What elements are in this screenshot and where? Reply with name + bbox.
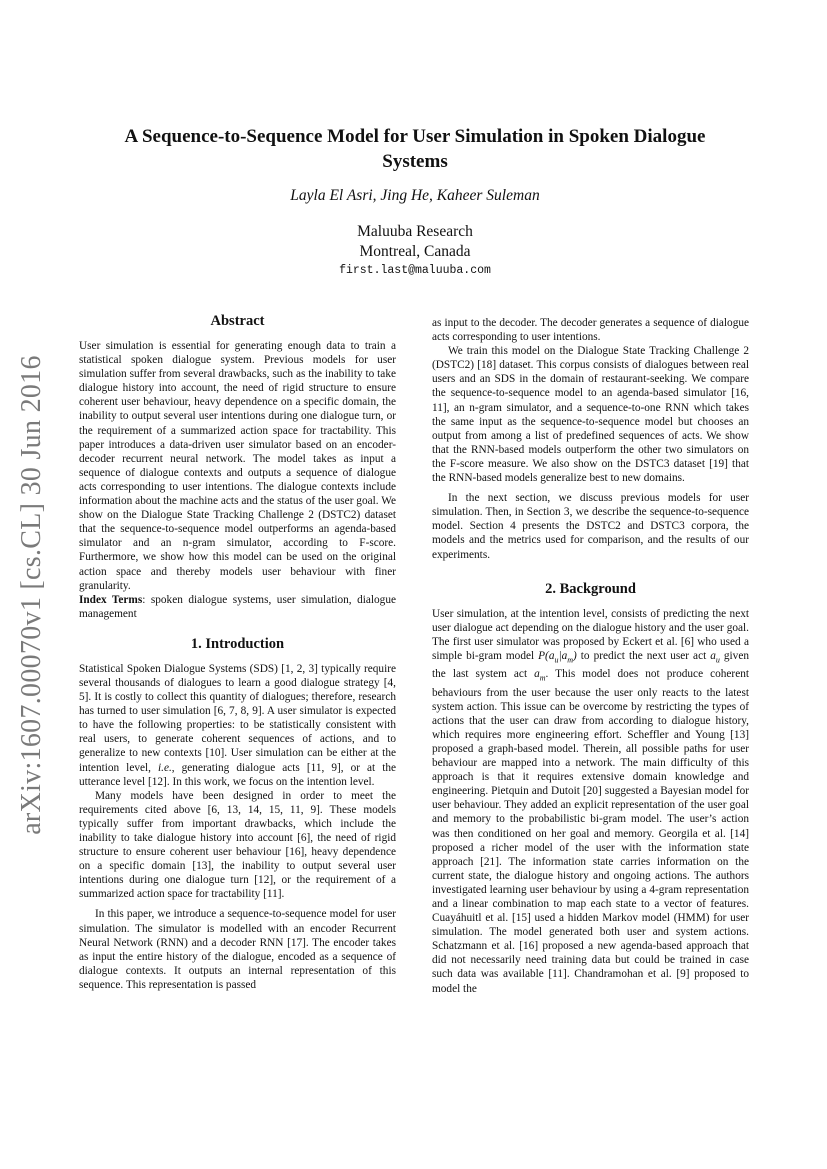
- user-act-symbol: $a_u$: [710, 649, 720, 665]
- intro-p1-text: Statistical Spoken Dialogue Systems (SDS) [1, 2, 3] typically require several thousands of dialogues to learn a good dialogue strategy [4, 5]. It is costly to collect this quantity of dialogues; therefore, research has turned to user simulation [6, 7, 8, 9]. A user simulator is expected to have the following properties: to be statistically consistent with real users, to generate coherent sequences of actions, and to generalize to new contexts [10]. User simulation can be either at the intention level,: [79, 662, 396, 774]
- intro-paragraph-5: In the next section, we discuss previous models for user simulation. Then, in Section 3, we describe the sequence-to-sequence model. Section 4 presents the DSTC2 and DSTC3 corpora, the models and the metrics used for comparison, and the results of our experiments.: [432, 492, 749, 561]
- index-terms-label: Index Terms: [79, 593, 143, 606]
- bg-text-1: User simulation, at the intention level, consists of predicting the next user dialogue act depending on the dialogue history and the user goal. The first user simulator was proposed by Eckert et al. [6] who used a simple bi-gram model: [432, 607, 749, 662]
- background-paragraph-1: [432, 607, 749, 996]
- affiliation-name: Maluuba Research: [357, 223, 473, 240]
- right-column: [432, 316, 749, 996]
- abstract-text: User simulation is essential for generating enough data to train a statistical spoken dialogue system. Previous models for user simulation suffer from several drawbacks, such as the inability to take dialogue history into account, the need of rigid structure to ensure coherent user behaviour, heavy dependence on a specific domain, the inability to output several user intentions during one dialogue turn, or the requirement of a summarized action space for tractability. This paper introduces a data-driven user simulator based on an encoder-decoder recurrent neural network. The model takes as input a sequence of dialogue contexts and outputs a sequence of dialogue acts corresponding to user intentions. The dialogue contexts include information about the machine acts and the status of the user goal. We show on the Dialogue State Tracking Challenge 2 (DSTC2) dataset that the sequence-to-sequence model outperforms an agenda-based simulator and an n-gram simulator, according to F-score. Furthermore, we show how this model can be used on the original action space and thereby models user behaviour with finer granularity.: [79, 340, 396, 592]
- paper-title: A Sequence-to-Sequence Model for User Simulation in Spoken Dialogue Systems: [124, 126, 706, 172]
- intro-paragraph-3-continued: as input to the decoder. The decoder generates a sequence of dialogue acts corresponding to user intentions.: [432, 317, 749, 344]
- affiliation-place: Montreal, Canada: [359, 243, 471, 260]
- bigram-formula: $P(a_u|a_m)$: [538, 649, 577, 665]
- affiliation: [90, 222, 740, 262]
- intro-paragraph-4: We train this model on the Dialogue State Tracking Challenge 2 (DSTC2) [18] dataset. This corpus consists of dialogues between real users and an SDS in the domain of restaurant-seeking. We compare the sequence-to-sequence model to an agenda-based simulator [16, 11], an n-gram simulator, and a sequence-to-one RNN which takes the same input as the sequence-to-sequence model but chooses an output from among a list of predefined sequences of acts. We show that the RNN-based models outperform the other two simulators on the F-score measure. We also show on the DSTC3 dataset [19] that the RNN-based models generalize best to new domains.: [432, 345, 749, 485]
- left-column: [79, 312, 396, 992]
- intro-paragraph-1: [79, 662, 396, 789]
- paper-authors: Layla El Asri, Jing He, Kaheer Suleman: [290, 187, 540, 204]
- intro-paragraph-3: In this paper, we introduce a sequence-to-sequence model for user simulation. The simulator is modelled with an encoder Recurrent Neural Network (RNN) and a decoder RNN [17]. The encoder takes as input the entire history of the dialogue, encoded as a sequence of dialogue contexts. It outputs an internal representation of this sequence. This representation is passed: [79, 908, 396, 991]
- system-act-symbol: $a_m$: [534, 668, 546, 683]
- index-terms: [79, 593, 396, 621]
- intro-paragraph-2: Many models have been designed in order to meet the requirements cited above [6, 13, 14, 15, 11, 9]. These models typically suffer from important drawbacks, which include the inability to take dialogue history into account [6], the need of rigid structure to ensure coherent user behaviour [16], heavy dependence on a specific domain [13], the inability to output several user intentions during one dialogue turn [12], or the requirement of a summarized action space for tractability [11].: [79, 789, 396, 901]
- intro-p1-ie: i.e.: [157, 761, 172, 774]
- abstract-heading: Abstract: [210, 313, 265, 329]
- bg-text-3: given the last system act: [432, 649, 749, 681]
- bg-text-4: . This model does not produce coherent behaviours from the user because the user only reacts to the latest system action. This issue can be overcome by restricting the types of actions that the user can draw from according to dialogue history, which requires more engineering effort. Scheffler and Young [13] proposed a graph-based model. Therein, all possible paths for user behaviour are mapped into a network. The main difficulty of this approach is that it requires extensive domain knowledge and engineering. Pietquin and Dutoit [20] suggested a Bayesian model for user behaviour. They added an explicit representation of the user goal and memory to the probabilistic bi-gram model. The user’s action was then conditioned on her goal and memory. Georgila et al. [14] proposed a richer model of the user with the information state approach [21]. The information state carries information on the current state, the dialogue history and ongoing actions. The authors investigated learning user behaviour by using a 4-gram representation and a linear combination to map each state to a vector of features. Cuayáhuitl et al. [15] used a hidden Markov model (HMM) for user simulation. The model generated both user and system actions. Schatzmann et al. [16] proposed a new agenda-based approach that did not necessarily need training data but could be trained in case such data was available [11]. Chandramohan et al. [9] proposed to model the: [432, 668, 749, 995]
- index-terms-text: : spoken dialogue systems, user simulation, dialogue management: [79, 593, 396, 620]
- arxiv-stamp-text: arXiv:1607.00070v1 [cs.CL] 30 Jun 2016: [16, 355, 47, 835]
- background-heading: 2. Background: [545, 580, 636, 597]
- arxiv-stamp: [8, 355, 56, 835]
- bg-text-2: to predict the next user act: [576, 649, 711, 662]
- intro-heading: 1. Introduction: [190, 635, 285, 652]
- author-email: first.last@maluuba.com: [339, 264, 491, 277]
- intro-p1-end: , generating dialogue acts [11, 9], or at the utterance level [12]. In this work, we focus on the intention level.: [79, 761, 396, 788]
